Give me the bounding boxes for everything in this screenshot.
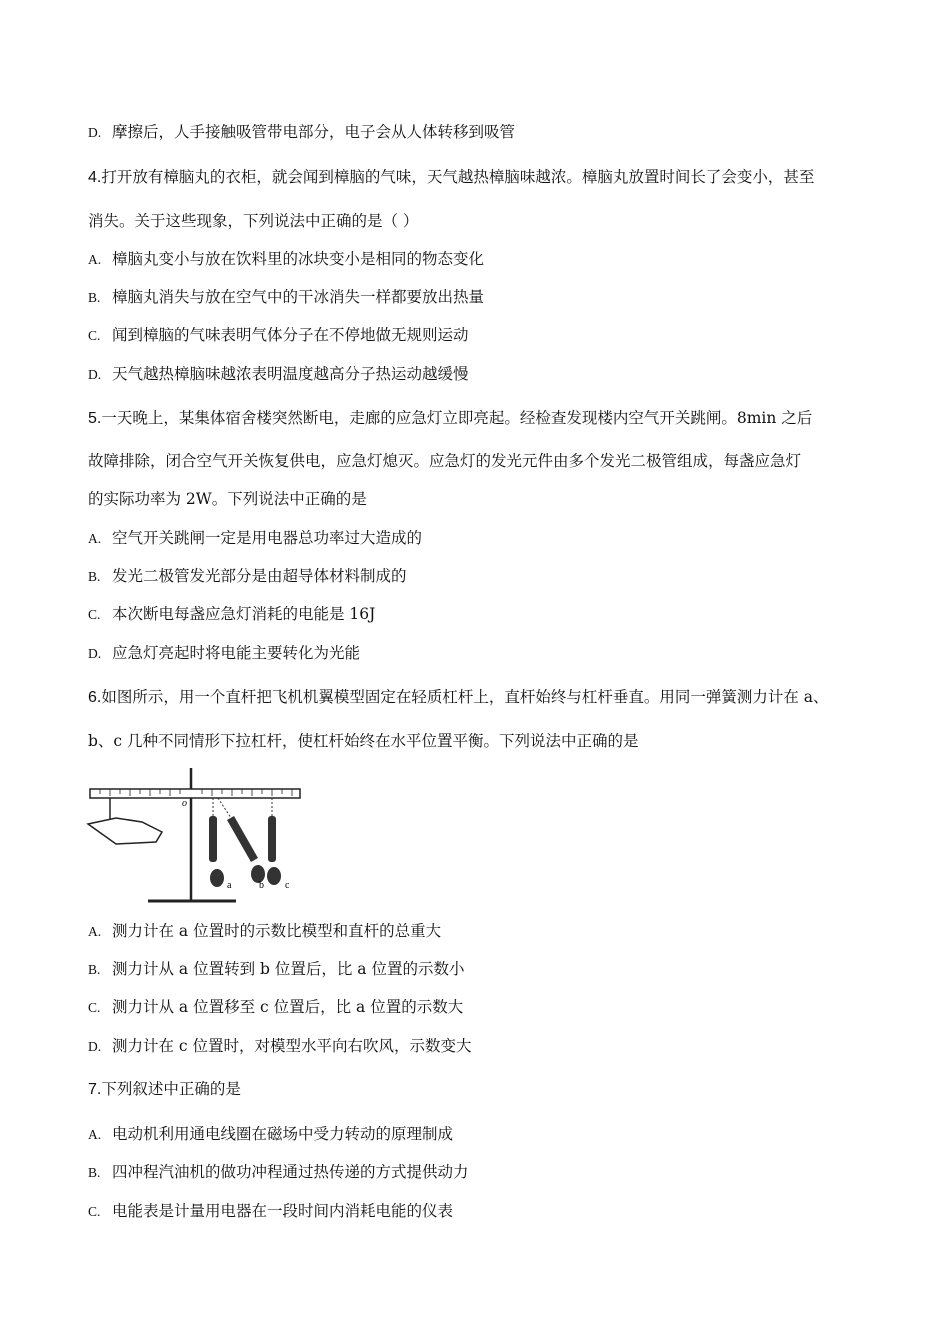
q4-option-b: [88, 287, 484, 308]
q6-stem-line2: [88, 731, 639, 751]
q4-option-d: [88, 364, 469, 385]
q4-option-a: [88, 249, 484, 270]
option-letter: B.: [88, 569, 101, 584]
question-text: 的实际功率为 2W。下列说法中正确的是: [88, 490, 367, 508]
question-text: 一天晚上，某集体宿舍楼突然断电，走廊的应急灯立即亮起。经检查发现楼内空气开关跳闸。8min 之后: [101, 409, 813, 427]
option-text: 测力计在 c 位置时，对模型水平向右吹风，示数变大: [112, 1037, 472, 1055]
option-letter: C.: [88, 328, 101, 343]
q6-stem-line1: [88, 687, 829, 708]
option-letter: C.: [88, 607, 101, 622]
question-text: 打开放有樟脑丸的衣柜，就会闻到樟脑的气味，天气越热樟脑味越浓。樟脑丸放置时间长了会变小，甚至: [101, 168, 815, 186]
question-number: 7.: [88, 1081, 102, 1098]
option-letter: B.: [88, 290, 101, 305]
option-text: 测力计在 a 位置时的示数比模型和直杆的总重大: [112, 922, 442, 940]
option-letter: D.: [88, 125, 102, 140]
q5-option-d: [88, 643, 360, 664]
option-text: 发光二极管发光部分是由超导体材料制成的: [112, 567, 407, 585]
label-a: a: [227, 880, 232, 891]
option-text: 四冲程汽油机的做功冲程通过热传递的方式提供动力: [112, 1163, 469, 1181]
lever-figure: [86, 762, 306, 907]
q5-option-a: [88, 528, 422, 549]
q5-option-b: [88, 566, 407, 587]
question-number: 5.: [88, 410, 102, 427]
option-text: 本次断电每盏应急灯消耗的电能是 16J: [112, 605, 376, 623]
lever-ruler: [90, 789, 300, 798]
label-c: c: [285, 880, 290, 891]
q7-option-c: [88, 1201, 453, 1222]
string-b: [218, 798, 231, 818]
hand-c: [267, 867, 281, 885]
q6-option-d: [88, 1036, 472, 1057]
pivot-label: o: [182, 798, 187, 809]
q3-option-d: [88, 122, 515, 143]
spring-scale-a: [209, 816, 217, 862]
q6-option-c: [88, 997, 463, 1018]
label-b: b: [259, 880, 264, 891]
option-text: 应急灯亮起时将电能主要转化为光能: [112, 644, 361, 662]
option-text: 电动机利用通电线圈在磁场中受力转动的原理制成: [112, 1125, 454, 1143]
option-text: 测力计从 a 位置移至 c 位置后，比 a 位置的示数大: [112, 998, 464, 1016]
option-text: 天气越热樟脑味越浓表明温度越高分子热运动越缓慢: [112, 365, 469, 383]
q7-option-a: [88, 1124, 453, 1145]
question-number: 6.: [88, 689, 102, 706]
option-letter: C.: [88, 1000, 101, 1015]
q6-option-b: [88, 959, 464, 980]
option-letter: C.: [88, 1204, 101, 1219]
option-letter: B.: [88, 962, 101, 977]
q4-stem-line1: [88, 167, 814, 188]
question-text: 下列叙述中正确的是: [101, 1080, 241, 1098]
spring-scale-c: [268, 816, 276, 862]
option-text: 樟脑丸变小与放在饮料里的冰块变小是相同的物态变化: [112, 250, 485, 268]
option-text: 樟脑丸消失与放在空气中的干冰消失一样都要放出热量: [112, 288, 485, 306]
option-letter: B.: [88, 1165, 101, 1180]
question-number: 4.: [88, 169, 102, 186]
hand-a: [210, 869, 224, 887]
question-text: 消失。关于这些现象，下列说法中正确的是（ ）: [88, 212, 419, 230]
option-letter: D.: [88, 1039, 102, 1054]
q7-stem-line1: [88, 1079, 241, 1100]
option-letter: A.: [88, 252, 102, 267]
question-text: b、c 几种不同情形下拉杠杆，使杠杆始终在水平位置平衡。下列说法中正确的是: [88, 732, 639, 750]
question-text: 故障排除，闭合空气开关恢复供电，应急灯熄灭。应急灯的发光元件由多个发光二极管组成，每盏应急灯: [88, 452, 802, 470]
q5-stem-line3: [88, 489, 367, 509]
question-text: 如图所示，用一个直杆把飞机机翼模型固定在轻质杠杆上，直杆始终与杠杆垂直。用同一弹簧测力计在 a、: [101, 688, 829, 706]
option-text: 摩擦后，人手接触吸管带电部分，电子会从人体转移到吸管: [112, 123, 516, 141]
q4-option-c: [88, 325, 469, 346]
q5-stem-line2: [88, 451, 801, 471]
option-text: 闻到樟脑的气味表明气体分子在不停地做无规则运动: [112, 326, 469, 344]
option-text: 电能表是计量用电器在一段时间内消耗电能的仪表: [112, 1202, 454, 1220]
q5-option-c: [88, 604, 375, 625]
q5-stem-line1: [88, 408, 812, 429]
spring-scale-b: [227, 816, 258, 862]
option-text: 空气开关跳闸一定是用电器总功率过大造成的: [112, 529, 423, 547]
q4-stem-line2: [88, 211, 418, 231]
wing-model: [88, 818, 162, 844]
option-text: 测力计从 a 位置转到 b 位置后，比 a 位置的示数小: [112, 960, 465, 978]
option-letter: D.: [88, 367, 102, 382]
q7-option-b: [88, 1162, 469, 1183]
q6-option-a: [88, 921, 441, 942]
option-letter: A.: [88, 531, 102, 546]
option-letter: A.: [88, 924, 102, 939]
option-letter: D.: [88, 646, 102, 661]
option-letter: A.: [88, 1127, 102, 1142]
